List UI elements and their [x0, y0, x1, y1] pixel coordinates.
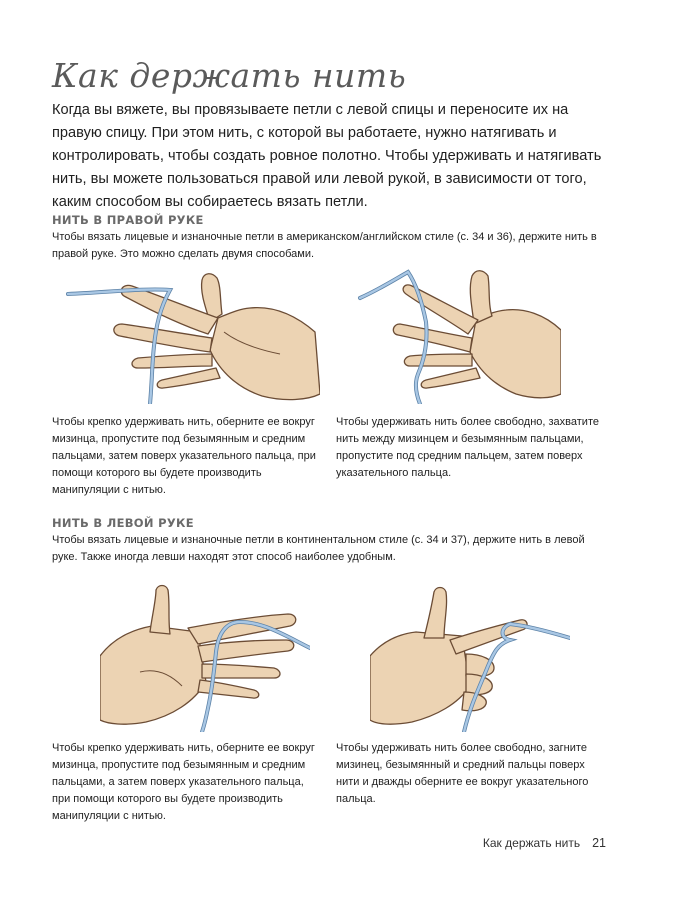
caption-right-hand-firm: Чтобы крепко удерживать нить, оберните ее вокруг мизинца, пропустите под безымянным и средним пальцами, затем поверх указательного пальца, при помощи которого вы будете производить манипуляции с нитью. — [52, 416, 316, 496]
section-text-left-hand: Чтобы вязать лицевые и изнаночные петли в континентальном стиле (с. 34 и 37), держите нить в левой руке. Также иногда левши находят этот способ наиболее удобным. — [52, 534, 585, 563]
section-heading-left-hand: НИТЬ В ЛЕВОЙ РУКЕ — [52, 516, 194, 530]
right-hand-firm-hold-illustration — [60, 262, 320, 404]
page-number: 21 — [592, 836, 606, 850]
page-footer — [483, 836, 606, 850]
section-text-right-hand: Чтобы вязать лицевые и изнаночные петли в американском/английском стиле (с. 34 и 36), держите нить в правой руке. Это можно сделать двумя способами. — [52, 231, 597, 260]
caption-left-hand-loose: Чтобы удерживать нить более свободно, загните мизинец, безымянный и средний пальцы поверх нити и дважды оберните ее вокруг указательного пальца. — [336, 742, 589, 805]
section-heading-right-hand: НИТЬ В ПРАВОЙ РУКЕ — [52, 213, 204, 227]
caption-right-hand-loose: Чтобы удерживать нить более свободно, захватите нить между мизинцем и безымянным пальцами, пропустите под средним пальцем, затем поверх указательного пальца. — [336, 416, 599, 479]
footer-label: Как держать нить — [482, 836, 581, 850]
intro-paragraph: Когда вы вяжете, вы провязываете петли с левой спицы и переносите их на правую спицу. При этом нить, с которой вы работаете, нужно натягивать и контролировать, чтобы создать ровное полотно. Чтобы удерживать и натягивать нить, вы можете пользоваться правой или левой рукой, в зависимости от того, каким способом вы собираетесь вязать петли. — [52, 102, 602, 210]
right-hand-loose-hold-illustration — [356, 262, 561, 404]
caption-left-hand-firm: Чтобы крепко удерживать нить, оберните ее вокруг мизинца, пропустите под безымянным и средним пальцами, а затем поверх указательного пальца, при помощи которого вы будете производить манипуляции с нитью. — [52, 742, 315, 822]
left-hand-loose-hold-illustration — [370, 582, 570, 732]
page-title: Как держать нить — [52, 56, 407, 95]
left-hand-firm-hold-illustration — [100, 582, 310, 732]
